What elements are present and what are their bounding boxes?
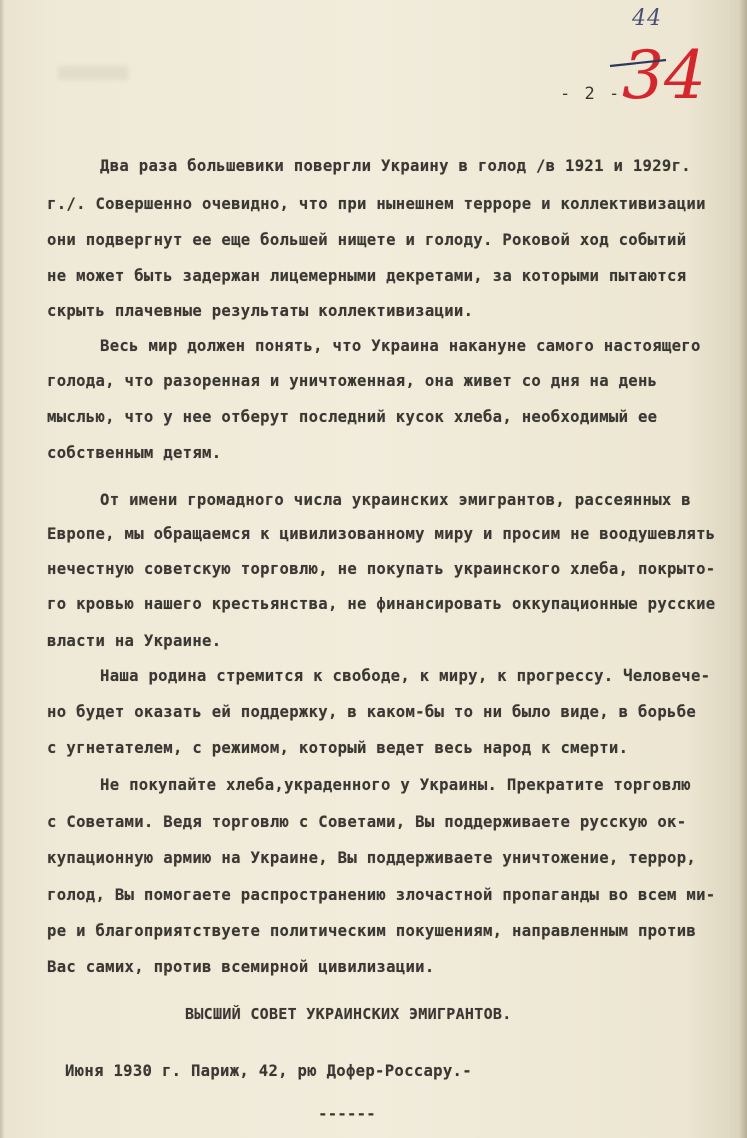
- text-line: нечестную советскую торговлю, не покупать украинского хлеба, покрыто-: [47, 560, 716, 578]
- page-edge-left: [0, 0, 5, 1138]
- text-line: мыслью, что у нее отберут последний кусок хлеба, необходимый ее: [47, 408, 658, 426]
- text-line: Наша родина стремится к свободе, к миру, к прогрессу. Человече-: [100, 667, 711, 685]
- red-stamp-text: 34: [622, 37, 706, 114]
- text-line: Не покупайте хлеба,украденного у Украины. Прекратите торговлю: [100, 776, 691, 794]
- text-line: От имени громадного числа украинских эмигрантов, рассеянных в: [100, 491, 691, 509]
- text-line: с Советами. Ведя торговлю с Советами, Вы поддерживаете русскую ок-: [47, 813, 687, 831]
- faded-bleedthrough: [58, 66, 128, 80]
- text-line: они подвергнут ее еще большей нищете и голоду. Роковой ход событий: [47, 231, 687, 249]
- text-line: Европе, мы обращаемся к цивилизованному миру и просим не воодушевлять: [47, 525, 716, 543]
- text-line: собственным детям.: [47, 444, 222, 462]
- text-line: скрыть плачевные результаты коллективизации.: [47, 302, 474, 320]
- archive-number-annotation: 44: [632, 6, 662, 31]
- signature-line: ВЫСШИЙ СОВЕТ УКРАИНСКИХ ЭМИГРАНТОВ.: [185, 1005, 512, 1023]
- text-line: с угнетателем, с режимом, который ведет весь народ к смерти.: [47, 739, 629, 757]
- page-edge-right: [739, 0, 747, 1138]
- page-number: - 2 -: [560, 84, 622, 104]
- text-line: Вас самих, против всемирной цивилизации.: [47, 958, 435, 976]
- text-line: но будет оказать ей поддержку, в каком-бы то ни было виде, в борьбе: [47, 703, 697, 721]
- text-line: купационную армию на Украине, Вы поддерживаете уничтожение, террор,: [47, 849, 697, 867]
- text-line: ре и благоприятствуете политическим покушениям, направленным против: [47, 922, 697, 940]
- text-line: не может быть задержан лицемерными декретами, за которыми пытаются: [47, 267, 687, 285]
- text-line: го кровью нашего крестьянства, не финансировать оккупационные русские: [47, 595, 716, 613]
- closing-mark: ------: [318, 1104, 376, 1123]
- text-line: Два раза большевики повергли Украину в голод /в 1921 и 1929г.: [100, 157, 691, 175]
- text-line: голода, что разоренная и уничтоженная, она живет со дня на день: [47, 372, 658, 390]
- text-line: Весь мир должен понять, что Украина накануне самого настоящего: [100, 337, 701, 355]
- text-line: г./. Совершенно очевидно, что при нынешнем терроре и коллективизации: [47, 195, 706, 213]
- text-line: власти на Украине.: [47, 632, 222, 650]
- date-address-line: Июня 1930 г. Париж, 42, рю Дофер-Россару.-: [65, 1062, 472, 1080]
- text-line: голод, Вы помогаете распространению злочастной пропаганды во всем ми-: [47, 886, 716, 904]
